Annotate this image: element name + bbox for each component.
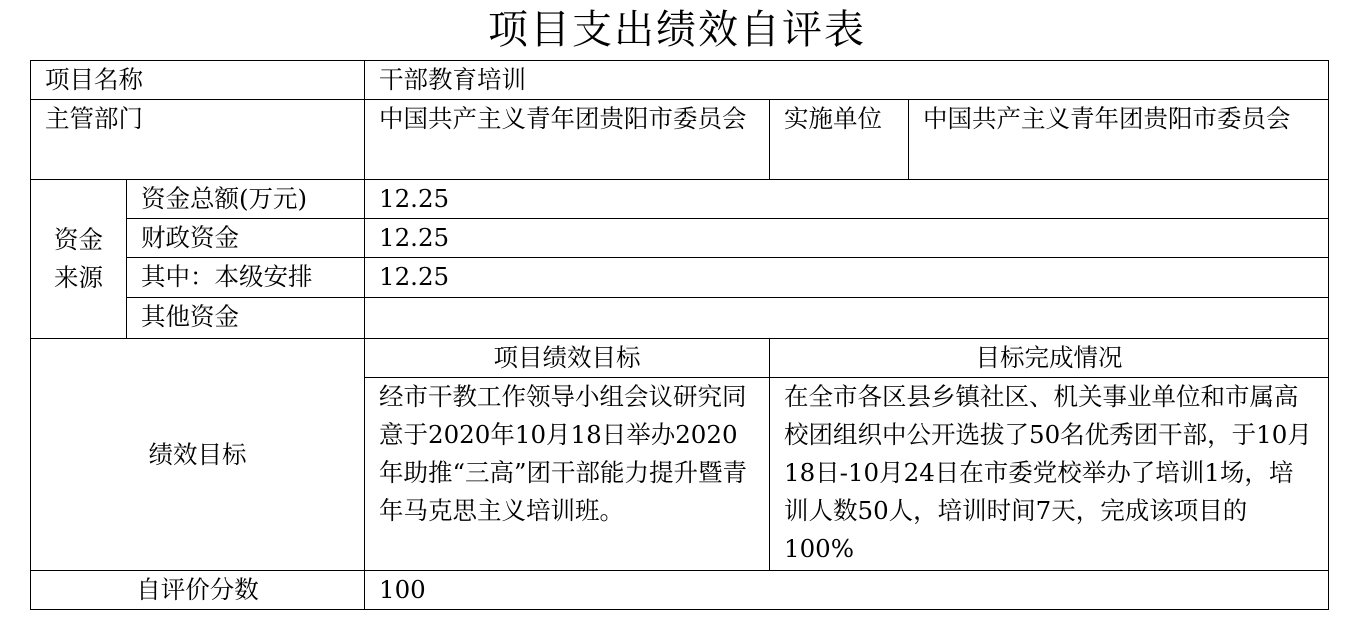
other-funds-label: 其他资金 xyxy=(127,298,365,339)
department-row xyxy=(31,100,1329,180)
project-name-row xyxy=(31,61,1329,100)
score-row xyxy=(31,571,1329,610)
project-name-label: 项目名称 xyxy=(31,61,365,100)
department-label: 主管部门 xyxy=(31,100,365,180)
funding-row xyxy=(31,180,1329,219)
status-column-header: 目标完成情况 xyxy=(770,339,1329,378)
performance-form-table xyxy=(30,60,1329,610)
fiscal-funds-value: 12.25 xyxy=(365,219,1329,258)
goal-column-header: 项目绩效目标 xyxy=(365,339,770,378)
funding-row xyxy=(31,298,1329,339)
score-value: 100 xyxy=(365,571,1329,610)
score-label: 自评价分数 xyxy=(31,571,365,610)
goal-text: 经市干教工作领导小组会议研究同意于2020年10月18日举办2020年助推“三高”团干部能力提升暨青年马克思主义培训班。 xyxy=(365,378,770,571)
funding-row xyxy=(31,258,1329,298)
funding-total-value: 12.25 xyxy=(365,180,1329,219)
project-name-value: 干部教育培训 xyxy=(365,61,1329,100)
implementing-unit-value: 中国共产主义青年团贵阳市委员会 xyxy=(909,100,1329,180)
performance-goal-label: 绩效目标 xyxy=(31,339,365,571)
funding-total-label: 资金总额(万元) xyxy=(127,180,365,219)
department-value: 中国共产主义青年团贵阳市委员会 xyxy=(365,100,770,180)
local-allocation-value: 12.25 xyxy=(365,258,1329,298)
other-funds-value xyxy=(365,298,1329,339)
funding-source-label: 资金来源 xyxy=(31,180,127,339)
fiscal-funds-label: 财政资金 xyxy=(127,219,365,258)
implementing-unit-label: 实施单位 xyxy=(770,100,909,180)
performance-header-row xyxy=(31,339,1329,378)
funding-row xyxy=(31,219,1329,258)
status-text: 在全市各区县乡镇社区、机关事业单位和市属高校团组织中公开选拔了50名优秀团干部，于10月18日-10月24日在市委党校举办了培训1场，培训人数50人，培训时间7天，完成该项目的100% xyxy=(770,378,1329,571)
local-allocation-label: 其中：本级安排 xyxy=(127,258,365,298)
page-title: 项目支出绩效自评表 xyxy=(488,7,866,53)
